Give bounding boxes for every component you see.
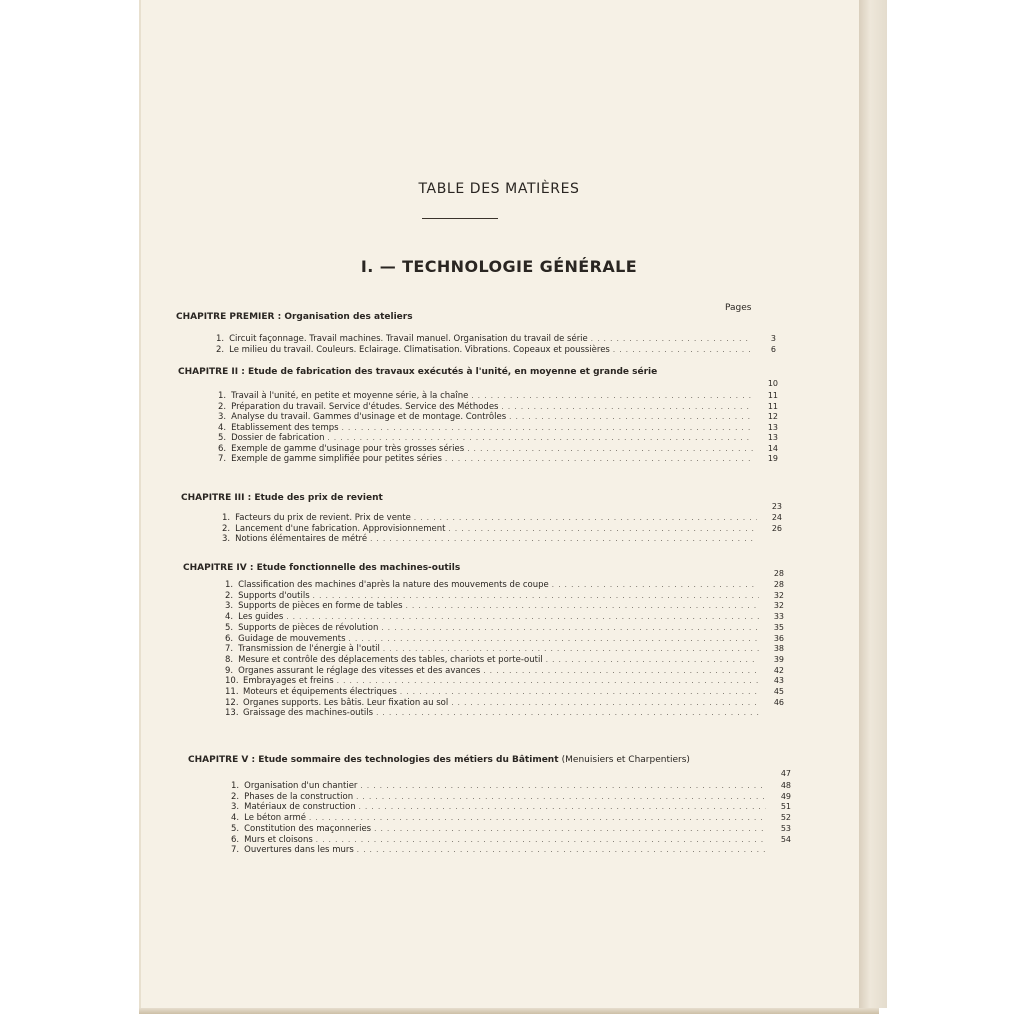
entry-text: Phases de la construction (244, 791, 354, 802)
entry-page-number: 19 (767, 454, 778, 463)
entry-number: 2. (231, 791, 240, 802)
dot-leader (357, 846, 766, 854)
entry-text: Ouvertures dans les murs (244, 845, 354, 856)
entry-number: 13. (225, 708, 239, 719)
page-edge (859, 0, 887, 1008)
dot-leader (370, 535, 757, 543)
entry-text: Embrayages et freins (243, 676, 334, 687)
chapter-title: Etude fonctionnelle des machines-outils (256, 563, 461, 573)
dot-leader (383, 645, 759, 653)
entry-page-number: 26 (771, 523, 782, 533)
chapter-heading (181, 493, 383, 503)
chapter-heading (176, 312, 413, 322)
entry-number: 11. (225, 687, 239, 697)
chapter-title: Etude sommaire des technologies des métiers du Bâtiment (258, 755, 559, 765)
entry-number: 8. (225, 654, 234, 665)
chapter-label: CHAPITRE II : (178, 367, 245, 377)
entry-text: Le milieu du travail. Couleurs. Eclairage. Climatisation. Vibrations. Copeaux et poussières (229, 344, 610, 355)
entry-number: 7. (225, 644, 234, 655)
entry-text: Le béton armé (244, 813, 306, 824)
entry-number: 4. (225, 612, 234, 623)
page-title: TABLE DES MATIÈRES (418, 181, 580, 197)
entry-text: Moteurs et équipements électriques (243, 687, 397, 697)
dot-leader (501, 403, 753, 411)
chapter-label: CHAPITRE IV : (183, 563, 254, 573)
entry-text: Organes assurant le réglage des vitesses et des avances (238, 665, 481, 676)
dot-leader (613, 346, 751, 354)
entry-page-number: 38 (773, 644, 784, 654)
dot-leader (356, 793, 766, 801)
entry-page-number: 51 (780, 802, 791, 812)
entry-text: Etablissement des temps (231, 422, 339, 433)
chapter-title: Organisation des ateliers (284, 312, 413, 322)
entry-number: 4. (231, 813, 240, 824)
dot-leader (313, 592, 759, 600)
chapter-heading (178, 367, 657, 377)
toc-entry (222, 534, 782, 546)
entry-text: Transmission de l'énergie à l'outil (238, 644, 380, 655)
entry-number: 7. (218, 454, 227, 464)
entry-number: 1. (218, 391, 227, 401)
page-bottom-edge (139, 1008, 879, 1014)
dot-leader (337, 677, 759, 685)
chapter-page-number: 47 (780, 769, 791, 778)
dot-leader (376, 709, 759, 717)
chapter-label: CHAPITRE III : (181, 493, 252, 503)
chapter-page-number: 10 (767, 379, 778, 388)
entry-page-number: 28 (773, 580, 784, 589)
dot-leader (360, 782, 766, 790)
entry-page-number: 43 (773, 676, 784, 686)
entry-text: Organisation d'un chantier (244, 781, 358, 791)
book-page (139, 0, 859, 1012)
entry-text: Supports d'outils (238, 590, 310, 601)
dot-leader (467, 445, 753, 453)
entry-text: Travail à l'unité, en petite et moyenne série, à la chaîne (231, 391, 469, 401)
entry-text: Mesure et contrôle des déplacements des tables, chariots et porte-outil (238, 654, 543, 665)
entry-page-number: 3 (770, 334, 776, 343)
entry-text: Supports de pièces en forme de tables (238, 601, 403, 612)
entry-number: 10. (225, 676, 239, 687)
entry-number: 2. (218, 401, 227, 412)
chapter-note: (Menuisiers et Charpentiers) (561, 755, 690, 765)
entry-number: 2. (216, 344, 225, 355)
chapter-heading (183, 563, 460, 573)
entry-number: 7. (231, 845, 240, 856)
entry-text: Exemple de gamme d'usinage pour très grosses séries (231, 443, 465, 454)
chapter-page-number: 28 (773, 569, 784, 578)
entry-number: 5. (225, 622, 234, 633)
entry-page-number: 52 (780, 813, 791, 823)
entry-page-number: 13 (767, 433, 778, 442)
dot-leader (406, 602, 759, 610)
entry-text: Murs et cloisons (244, 834, 313, 845)
dot-leader (349, 635, 759, 643)
entry-text: Constitution des maçonneries (244, 823, 372, 834)
entry-page-number: 33 (773, 612, 784, 622)
entry-number: 5. (231, 823, 240, 834)
entry-page-number: 12 (767, 412, 778, 421)
chapter-title: Etude des prix de revient (254, 493, 383, 503)
section-title: I. — TECHNOLOGIE GÉNÉRALE (360, 257, 638, 276)
chapter-page-number: 23 (771, 502, 782, 511)
dot-leader (414, 514, 757, 522)
entry-text: Facteurs du prix de revient. Prix de vente (235, 513, 411, 523)
dot-leader (359, 803, 766, 811)
entry-number: 4. (218, 422, 227, 433)
dot-leader (286, 613, 759, 621)
toc-entry (216, 345, 776, 357)
entry-text: Classification des machines d'après la nature des mouvements de coupe (238, 580, 549, 590)
entry-text: Analyse du travail. Gammes d'usinage et de montage. Contrôles (231, 412, 507, 422)
dot-leader (400, 688, 759, 696)
chapter-label: CHAPITRE PREMIER : (176, 312, 282, 322)
entry-page-number: 6 (770, 344, 776, 354)
chapter-title: Etude de fabrication des travaux exécutés à l'unité, en moyenne et grande série (247, 367, 658, 377)
entry-page-number: 49 (780, 791, 791, 801)
dot-leader (309, 814, 766, 822)
entry-page-number: 42 (773, 665, 784, 675)
entry-page-number: 54 (780, 834, 791, 844)
dot-leader (509, 413, 753, 421)
entry-number: 1. (216, 334, 225, 344)
entry-text: Notions élémentaires de métré (235, 534, 368, 544)
entry-page-number: 46 (773, 697, 784, 707)
entry-text: Circuit façonnage. Travail machines. Travail manuel. Organisation du travail de série (229, 334, 588, 344)
dot-leader (448, 525, 757, 533)
dot-leader (591, 335, 751, 343)
entry-text: Dossier de fabrication (231, 433, 325, 443)
entry-number: 3. (218, 412, 227, 422)
entry-page-number: 14 (767, 443, 778, 453)
entry-number: 6. (225, 633, 234, 644)
entry-text: Préparation du travail. Service d'études. Service des Méthodes (231, 401, 499, 412)
entry-number: 1. (231, 781, 240, 791)
dot-leader (451, 699, 759, 707)
entry-number: 3. (222, 534, 231, 544)
dot-leader (546, 656, 759, 664)
toc-entry (231, 845, 791, 857)
entry-page-number: 32 (773, 590, 784, 600)
entry-text: Matériaux de construction (244, 802, 356, 813)
entry-number: 3. (231, 802, 240, 813)
dot-leader (316, 836, 766, 844)
pages-column-label: Pages (725, 303, 752, 313)
entry-number: 2. (225, 590, 234, 601)
entry-number: 9. (225, 665, 234, 676)
entry-page-number: 24 (771, 513, 782, 522)
dot-leader (342, 424, 753, 432)
entry-number: 6. (218, 443, 227, 454)
entry-page-number: 45 (773, 687, 784, 696)
entry-text: Lancement d'une fabrication. Approvisionnement (235, 523, 446, 534)
entry-number: 3. (225, 601, 234, 612)
dot-leader (471, 392, 753, 400)
dot-leader (552, 581, 759, 589)
dot-leader (327, 434, 753, 442)
toc-entry (225, 708, 784, 720)
entry-text: Supports de pièces de révolution (238, 622, 379, 633)
dot-leader (445, 455, 753, 463)
entry-page-number: 48 (780, 781, 791, 790)
entry-number: 1. (222, 513, 231, 523)
chapter-label: CHAPITRE V : (188, 755, 256, 765)
entry-number: 6. (231, 834, 240, 845)
entry-text: Guidage de mouvements (238, 633, 346, 644)
chapter-heading (188, 755, 690, 765)
dot-leader (374, 825, 766, 833)
entry-number: 12. (225, 697, 239, 708)
entry-page-number: 39 (773, 654, 784, 664)
entry-text: Exemple de gamme simplifiée pour petites séries (231, 454, 442, 464)
entry-page-number: 11 (767, 401, 778, 411)
entry-text: Les guides (238, 612, 284, 623)
toc-entry (218, 454, 778, 466)
entry-page-number: 36 (773, 633, 784, 643)
dot-leader (483, 667, 759, 675)
entry-page-number: 13 (767, 422, 778, 432)
entry-text: Graissage des machines-outils (243, 708, 374, 719)
entry-number: 1. (225, 580, 234, 590)
entry-page-number: 53 (780, 823, 791, 833)
entry-number: 5. (218, 433, 227, 443)
entry-number: 2. (222, 523, 231, 534)
title-rule (422, 218, 498, 219)
entry-page-number: 11 (767, 391, 778, 400)
entry-text: Organes supports. Les bâtis. Leur fixation au sol (243, 697, 449, 708)
entry-page-number: 35 (773, 622, 784, 632)
dot-leader (381, 624, 759, 632)
entry-page-number: 32 (773, 601, 784, 611)
